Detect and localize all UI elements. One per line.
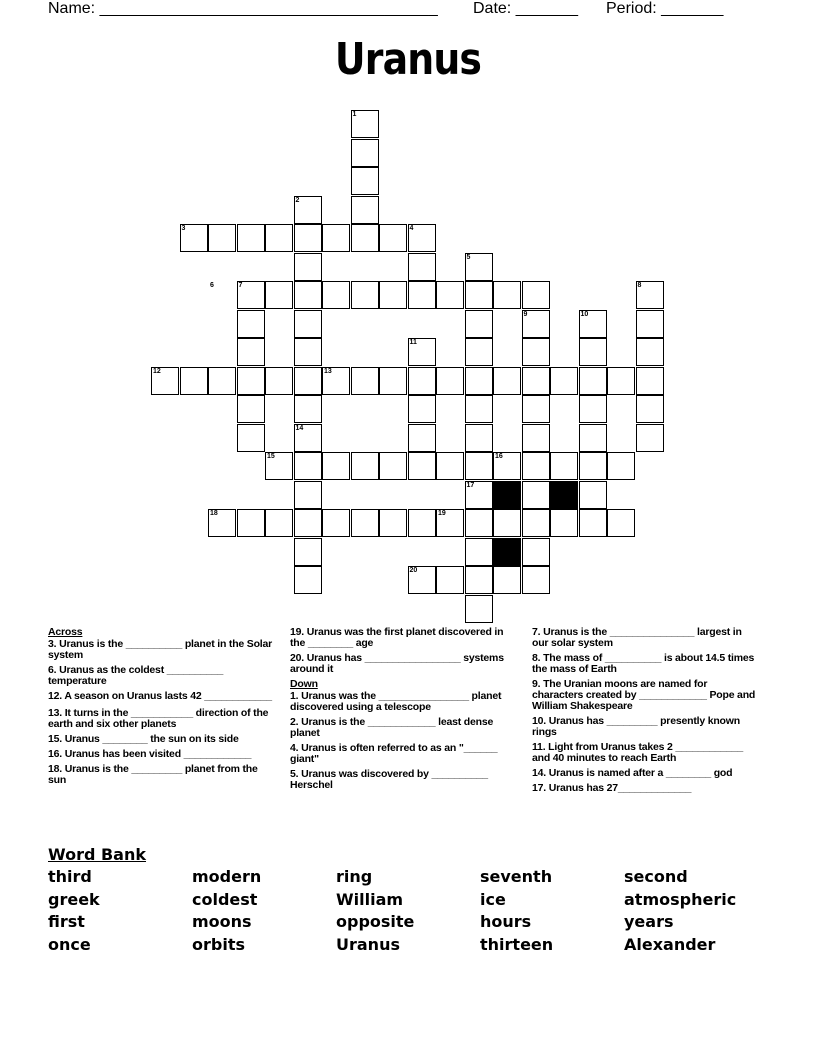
crossword-cell[interactable] bbox=[294, 509, 322, 537]
clue-number: 11 bbox=[409, 339, 417, 346]
clue-number: 20 bbox=[409, 567, 418, 574]
crossword-cell[interactable] bbox=[294, 481, 322, 509]
clue-across-15: 15. Uranus ________ the sun on its side bbox=[48, 733, 239, 745]
clue-down-4: 4. Uranus is often referred to as an "______ giant" bbox=[290, 742, 498, 765]
clue-down-7: 7. Uranus is the _______________ largest in our solar system bbox=[532, 626, 742, 649]
clue-down-17: 17. Uranus has 27_____________ bbox=[532, 782, 692, 794]
crossword-cell[interactable] bbox=[351, 452, 379, 480]
crossword-cell[interactable] bbox=[636, 424, 664, 452]
crossword-cell[interactable] bbox=[493, 509, 521, 537]
word-bank-word: Uranus bbox=[336, 934, 400, 954]
crossword-cell[interactable] bbox=[493, 281, 521, 309]
crossword-cell[interactable] bbox=[522, 566, 550, 594]
word-bank-word: second bbox=[624, 867, 688, 886]
crossword-cell[interactable] bbox=[351, 139, 379, 167]
crossword-cell[interactable] bbox=[180, 367, 208, 395]
crossword-cell[interactable] bbox=[208, 367, 236, 395]
crossword-cell[interactable] bbox=[465, 281, 493, 309]
crossword-cell[interactable] bbox=[237, 424, 265, 452]
word-bank-word: hours bbox=[480, 912, 532, 931]
crossword-cell[interactable] bbox=[550, 509, 578, 537]
word-bank-word: atmospheric bbox=[624, 889, 737, 909]
crossword-cell[interactable] bbox=[465, 338, 493, 366]
clue-number: 19 bbox=[438, 510, 446, 517]
crossword-cell[interactable] bbox=[237, 224, 265, 252]
crossword-cell[interactable] bbox=[294, 538, 322, 566]
clue-number: 7 bbox=[238, 282, 243, 289]
crossword-cell[interactable] bbox=[322, 509, 350, 537]
crossword-cell[interactable] bbox=[636, 338, 664, 366]
crossword-cell[interactable] bbox=[522, 424, 550, 452]
crossword-cell[interactable] bbox=[636, 310, 664, 338]
crossword-cell[interactable] bbox=[379, 367, 407, 395]
crossword-cell[interactable] bbox=[237, 367, 265, 395]
clue-number: 2 bbox=[295, 196, 300, 204]
crossword-cell[interactable] bbox=[522, 538, 550, 566]
clue-across-16: 16. Uranus has been visited ____________ bbox=[48, 748, 252, 760]
crossword-cell[interactable] bbox=[465, 367, 493, 395]
clue-number: 9 bbox=[523, 310, 528, 318]
word-bank-word: once bbox=[48, 934, 91, 954]
crossword-cell[interactable] bbox=[294, 338, 322, 366]
crossword-cell[interactable] bbox=[237, 338, 265, 366]
clue-down-2: 2. Uranus is the ____________ least dense planet bbox=[290, 716, 494, 739]
crossword-cell[interactable] bbox=[579, 424, 607, 452]
date-field[interactable]: Date: _______ bbox=[473, 0, 578, 17]
crossword-cell[interactable] bbox=[522, 367, 550, 395]
clues-column-2 bbox=[290, 627, 518, 795]
crossword-cell[interactable] bbox=[408, 509, 436, 537]
crossword-cell[interactable] bbox=[265, 367, 293, 395]
crossword-cell[interactable] bbox=[379, 281, 407, 309]
crossword-cell[interactable] bbox=[465, 566, 493, 594]
crossword-cell[interactable] bbox=[550, 367, 578, 395]
clue-number: 5 bbox=[466, 253, 471, 261]
crossword-cell[interactable] bbox=[351, 509, 379, 537]
clue-number: 8 bbox=[637, 282, 642, 289]
clue-number: 17 bbox=[466, 481, 475, 489]
crossword-cell[interactable] bbox=[493, 367, 521, 395]
clue-number: 3 bbox=[181, 225, 186, 232]
clue-number: 16 bbox=[495, 453, 503, 460]
word-bank-word: Alexander bbox=[624, 934, 716, 954]
crossword-cell[interactable] bbox=[294, 566, 322, 594]
word-bank-word: coldest bbox=[192, 889, 258, 909]
word-bank-word: thirteen bbox=[480, 934, 554, 954]
crossword-cell[interactable] bbox=[408, 452, 436, 480]
crossword-cell[interactable] bbox=[351, 281, 379, 309]
word-bank-word: third bbox=[48, 867, 92, 886]
crossword-cell[interactable] bbox=[294, 281, 322, 309]
crossword-cell[interactable] bbox=[465, 310, 493, 338]
crossword-cell[interactable] bbox=[465, 509, 493, 537]
word-bank-word: modern bbox=[192, 867, 262, 886]
crossword-cell[interactable] bbox=[579, 338, 607, 366]
crossword-cell[interactable] bbox=[607, 367, 635, 395]
clue-number: 13 bbox=[324, 367, 332, 375]
crossword-cell[interactable] bbox=[351, 167, 379, 195]
word-bank-word: ice bbox=[480, 889, 506, 909]
clue-down-5: 5. Uranus was discovered by __________ Herschel bbox=[290, 768, 488, 791]
crossword-cell[interactable] bbox=[351, 196, 379, 224]
crossword-cell[interactable] bbox=[607, 509, 635, 537]
clue-down-9: 9. The Uranian moons are named for characters created by ____________ Pope and William Shakespeare bbox=[532, 678, 756, 712]
word-bank-title: Word Bank bbox=[48, 845, 147, 864]
name-field[interactable]: Name: ______________________________________ bbox=[48, 0, 438, 17]
clues-column-3 bbox=[532, 627, 757, 798]
black-square bbox=[550, 481, 578, 509]
crossword-cell[interactable] bbox=[522, 509, 550, 537]
crossword-cell[interactable] bbox=[579, 509, 607, 537]
clue-number: 14 bbox=[295, 424, 304, 432]
clue-across-18: 18. Uranus is the _________ planet from the sun bbox=[48, 763, 258, 786]
crossword-cell[interactable] bbox=[579, 395, 607, 423]
crossword-cell[interactable] bbox=[351, 367, 379, 395]
clue-down-14: 14. Uranus is named after a ________ god bbox=[532, 767, 733, 779]
crossword-cell[interactable] bbox=[294, 452, 322, 480]
word-bank-word: opposite bbox=[336, 912, 415, 931]
crossword-cell[interactable] bbox=[522, 338, 550, 366]
clue-number: 1 bbox=[352, 111, 357, 118]
crossword-cell[interactable] bbox=[436, 367, 464, 395]
crossword-cell[interactable] bbox=[322, 452, 350, 480]
word-bank-word: William bbox=[336, 889, 404, 909]
crossword-cell[interactable] bbox=[636, 367, 664, 395]
crossword-cell[interactable] bbox=[379, 509, 407, 537]
clue-number: 12 bbox=[153, 367, 161, 375]
crossword-cell[interactable] bbox=[294, 253, 322, 281]
word-bank-word: ring bbox=[336, 867, 373, 886]
crossword-cell[interactable] bbox=[636, 395, 664, 423]
clue-down-11: 11. Light from Uranus takes 2 ____________ and 40 minutes to reach Earth bbox=[532, 741, 744, 764]
clue-number: 6 bbox=[210, 282, 214, 289]
crossword-cell[interactable] bbox=[493, 566, 521, 594]
crossword-cell[interactable] bbox=[322, 224, 350, 252]
word-bank-word: moons bbox=[192, 912, 252, 931]
crossword-cell[interactable] bbox=[237, 395, 265, 423]
crossword-cell[interactable] bbox=[379, 224, 407, 252]
crossword-cell[interactable] bbox=[465, 538, 493, 566]
clue-across-12: 12. A season on Uranus lasts 42 ____________ bbox=[48, 690, 272, 702]
crossword-cell[interactable] bbox=[237, 310, 265, 338]
crossword-cell[interactable] bbox=[465, 424, 493, 452]
clue-across-13: 13. It turns in the ___________ direction of the earth and six other planets bbox=[48, 707, 269, 730]
crossword-cell[interactable] bbox=[408, 281, 436, 309]
crossword-cell[interactable] bbox=[408, 367, 436, 395]
word-bank-word: seventh bbox=[480, 867, 553, 886]
clue-number: 4 bbox=[409, 225, 414, 232]
crossword-cell[interactable] bbox=[294, 224, 322, 252]
across-heading: Across bbox=[48, 626, 83, 638]
clue-across-20: 20. Uranus has _________________ systems around it bbox=[290, 652, 504, 675]
clue-down-10: 10. Uranus has _________ presently known rings bbox=[532, 715, 740, 738]
word-bank-word: greek bbox=[48, 889, 100, 909]
black-square bbox=[493, 538, 521, 566]
clue-down-1: 1. Uranus was the ________________ planet discovered using a telescope bbox=[290, 690, 502, 713]
crossword-cell[interactable] bbox=[465, 595, 493, 623]
crossword-cell[interactable] bbox=[408, 395, 436, 423]
page-title: Uranus bbox=[334, 34, 482, 85]
crossword-cell[interactable] bbox=[265, 224, 293, 252]
clues-column-1 bbox=[48, 627, 273, 790]
crossword-cell[interactable] bbox=[408, 253, 436, 281]
down-heading: Down bbox=[290, 678, 318, 690]
crossword-cell[interactable] bbox=[294, 367, 322, 395]
crossword-cell[interactable] bbox=[237, 509, 265, 537]
crossword-cell[interactable] bbox=[550, 452, 578, 480]
crossword-cell[interactable] bbox=[408, 424, 436, 452]
clue-number: 18 bbox=[210, 510, 218, 517]
crossword-cell[interactable] bbox=[351, 224, 379, 252]
word-bank-word: years bbox=[624, 912, 674, 931]
crossword-cell[interactable] bbox=[522, 395, 550, 423]
period-field[interactable]: Period: _______ bbox=[606, 0, 724, 17]
crossword-cell[interactable] bbox=[294, 310, 322, 338]
word-bank-word: first bbox=[48, 912, 85, 931]
crossword-cell[interactable] bbox=[436, 566, 464, 594]
crossword-cell[interactable] bbox=[465, 395, 493, 423]
crossword-cell[interactable] bbox=[522, 481, 550, 509]
crossword-cell[interactable] bbox=[465, 452, 493, 480]
clue-across-19: 19. Uranus was the first planet discovered in the ________ age bbox=[290, 626, 504, 649]
crossword-cell[interactable] bbox=[607, 452, 635, 480]
crossword-cell[interactable] bbox=[436, 281, 464, 309]
word-bank-word: orbits bbox=[192, 934, 245, 954]
crossword-cell[interactable] bbox=[379, 452, 407, 480]
crossword-cell[interactable] bbox=[579, 481, 607, 509]
crossword-cell[interactable] bbox=[579, 367, 607, 395]
crossword-cell[interactable] bbox=[436, 452, 464, 480]
crossword-cell[interactable] bbox=[579, 452, 607, 480]
clue-across-3: 3. Uranus is the __________ planet in the Solar system bbox=[48, 638, 273, 661]
clue-number: 15 bbox=[267, 453, 275, 460]
clue-down-8: 8. The mass of __________ is about 14.5 times the mass of Earth bbox=[532, 652, 755, 675]
crossword-cell[interactable] bbox=[265, 509, 293, 537]
crossword-cell[interactable] bbox=[522, 452, 550, 480]
clue-across-6: 6. Uranus as the coldest __________ temperature bbox=[48, 664, 224, 687]
crossword-cell[interactable] bbox=[322, 281, 350, 309]
crossword-cell[interactable] bbox=[294, 395, 322, 423]
black-square bbox=[493, 481, 521, 509]
crossword-cell[interactable] bbox=[265, 281, 293, 309]
clue-number: 10 bbox=[580, 310, 589, 318]
crossword-cell[interactable] bbox=[522, 281, 550, 309]
crossword-cell[interactable] bbox=[208, 224, 236, 252]
